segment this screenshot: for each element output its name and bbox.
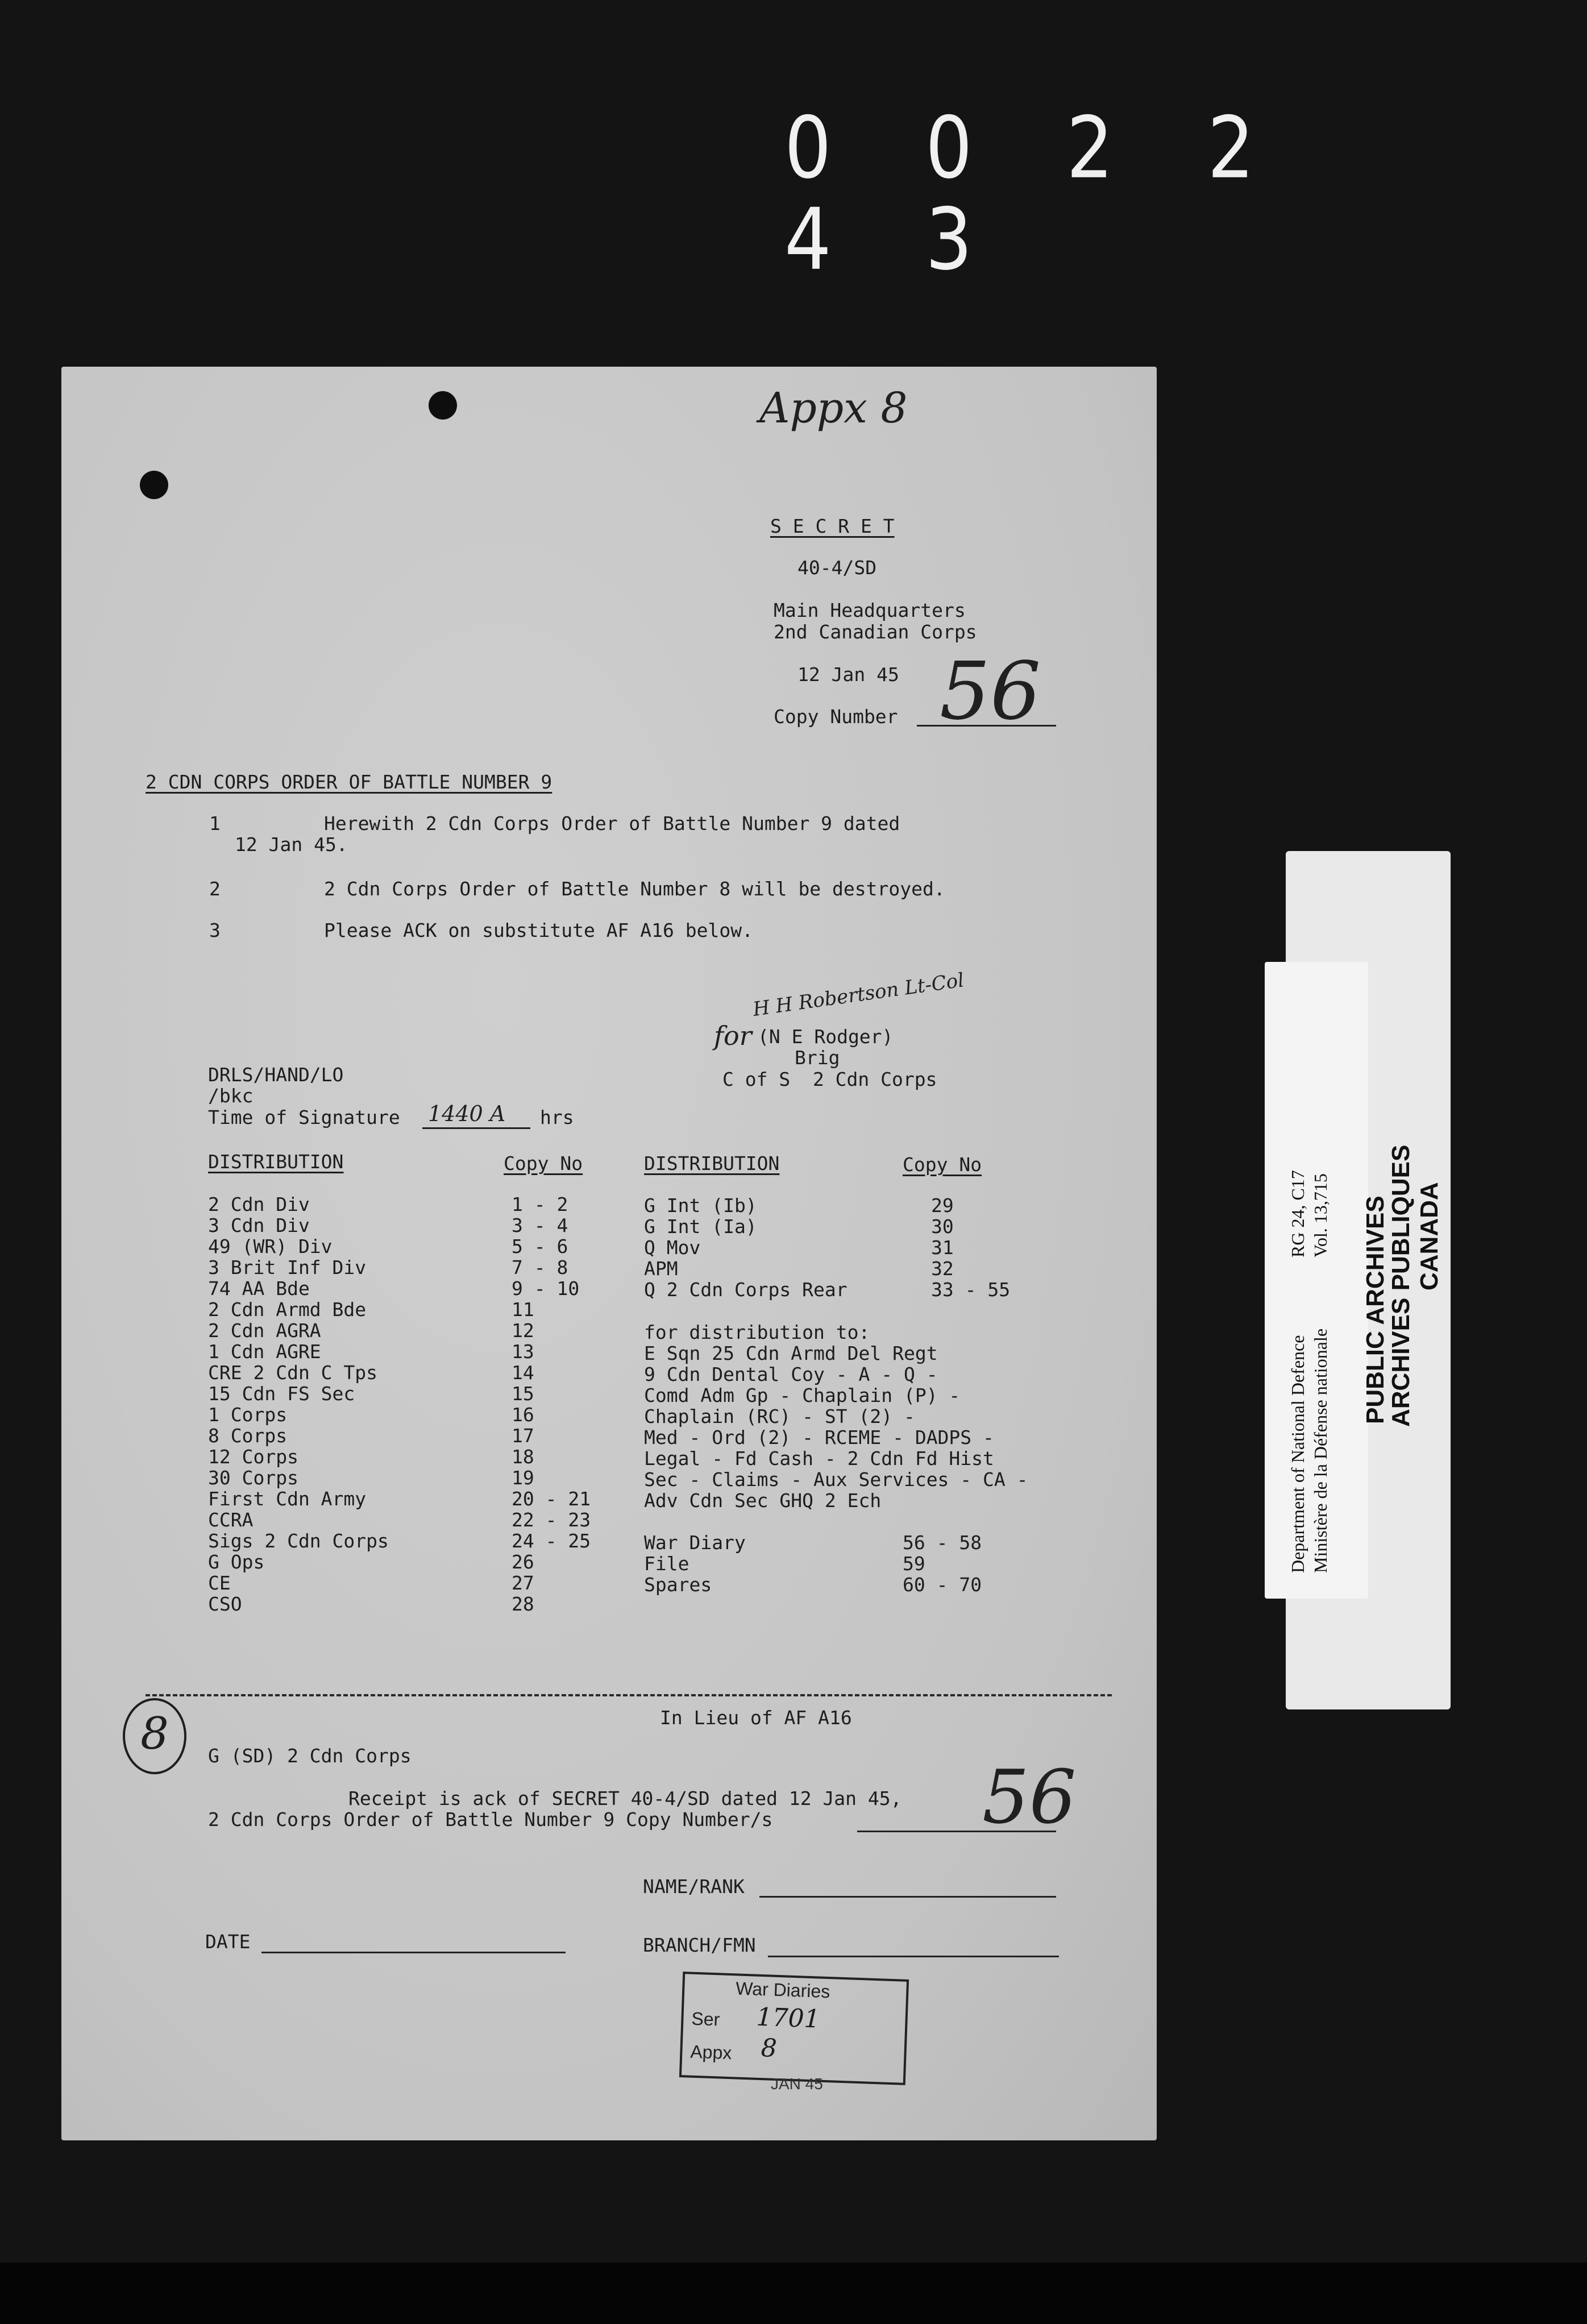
receipt-title: In Lieu of AF A16 — [660, 1707, 852, 1729]
tear-off-line — [146, 1694, 1112, 1696]
distribution-copy-no: 27 — [512, 1572, 534, 1594]
date-label: DATE — [205, 1931, 251, 1953]
date-stamp: JAN 45 — [771, 2075, 823, 2093]
distribution-copy-no: 1 - 2 — [512, 1193, 568, 1215]
distribution-unit: G Int (Ia) — [644, 1215, 757, 1238]
distribution-unit: 30 Corps — [208, 1467, 298, 1489]
receipt-line-1: Receipt is ack of SECRET 40-4/SD dated 12 Jan 45, — [348, 1787, 902, 1810]
distribution-copy-no: 33 - 55 — [931, 1279, 1011, 1301]
distribution-unit: CSO — [208, 1593, 242, 1615]
branch-line — [768, 1956, 1059, 1957]
distribution-unit: CCRA — [208, 1509, 254, 1531]
distribution-unit: APM — [644, 1258, 678, 1280]
stamp-ser-label: Ser — [691, 2008, 720, 2030]
paragraph-text: Herewith 2 Cdn Corps Order of Battle Number 9 dated — [324, 812, 900, 835]
receipt-copy-handwritten: 56 — [982, 1754, 1077, 1840]
time-of-signature-value: 1440 A — [428, 1101, 506, 1126]
distribution-copy-no: 15 — [512, 1383, 534, 1405]
distribution-unit: File — [644, 1553, 689, 1575]
distribution-copy-no: 26 — [512, 1551, 534, 1573]
signatory-rank: Brig — [795, 1047, 840, 1069]
time-of-signature-label: Time of Signature — [208, 1106, 400, 1128]
distribution-copy-no: 20 - 21 — [512, 1488, 591, 1510]
paragraph-text: 12 Jan 45. — [235, 833, 348, 856]
distribution-copy-no: 59 — [903, 1553, 925, 1575]
distribution-copy-no: 32 — [931, 1258, 954, 1280]
distribution-sub-line: Sec - Claims - Aux Services - CA - — [644, 1468, 1028, 1491]
punch-hole — [429, 391, 457, 420]
distribution-sub-line: for distribution to: — [644, 1321, 870, 1343]
distribution-copy-no: 16 — [512, 1404, 534, 1426]
paragraph-number: 1 — [209, 812, 221, 835]
distribution-copy-no: 13 — [512, 1341, 534, 1363]
branch-label: BRANCH/FMN — [643, 1934, 756, 1956]
distribution-unit: 12 Corps — [208, 1446, 298, 1468]
distribution-copy-no: 17 — [512, 1425, 534, 1447]
distribution-unit: 49 (WR) Div — [208, 1235, 333, 1258]
name-rank-label: NAME/RANK — [643, 1875, 745, 1898]
paragraph-number: 2 — [209, 878, 221, 900]
distribution-copy-no: 29 — [931, 1194, 954, 1217]
distribution-unit: 2 Cdn Armd Bde — [208, 1298, 367, 1321]
distribution-copy-no: 3 - 4 — [512, 1214, 568, 1236]
distribution-sub-line: Med - Ord (2) - RCEME - DADPS - — [644, 1426, 994, 1449]
distribution-sub-line: Chaplain (RC) - ST (2) - — [644, 1405, 915, 1427]
distribution-unit: Sigs 2 Cdn Corps — [208, 1530, 389, 1552]
distribution-unit: First Cdn Army — [208, 1488, 367, 1510]
typist-reference: /bkc — [208, 1085, 254, 1107]
document-date: 12 Jan 45 — [797, 663, 899, 686]
war-diaries-stamp — [679, 1972, 909, 2085]
file-reference: 40-4/SD — [797, 557, 877, 579]
distribution-sub-line: Comd Adm Gp - Chaplain (P) - — [644, 1384, 961, 1406]
distribution-copy-no: 18 — [512, 1446, 534, 1468]
distribution-unit: Q Mov — [644, 1236, 701, 1259]
routing-reference: DRLS/HAND/LO — [208, 1064, 344, 1086]
archive-dept-en: Department of National Defence — [1287, 1335, 1308, 1573]
stamp-appx-label: Appx — [689, 2041, 732, 2064]
distribution-copy-no: 28 — [512, 1593, 534, 1615]
archive-dept-fr: Ministère de la Défense nationale — [1310, 1328, 1331, 1573]
distribution-unit: CE — [208, 1572, 231, 1594]
distribution-copy-no: 12 — [512, 1319, 534, 1342]
distribution-unit: 15 Cdn FS Sec — [208, 1383, 355, 1405]
distribution-unit: 3 Cdn Div — [208, 1214, 310, 1236]
distribution-copy-no: 19 — [512, 1467, 534, 1489]
document-page — [61, 367, 1157, 2140]
copy-number-label: Copy Number — [774, 706, 898, 728]
distribution-unit: 2 Cdn Div — [208, 1193, 310, 1215]
archive-ref-2: Vol. 13,715 — [1310, 1173, 1331, 1258]
distribution-copy-no: 31 — [931, 1236, 954, 1259]
distribution-copy-no: 5 - 6 — [512, 1235, 568, 1258]
distribution-sub-line: 9 Cdn Dental Coy - A - Q - — [644, 1363, 938, 1385]
distribution-unit: 74 AA Bde — [208, 1277, 310, 1300]
distribution-copy-no: 9 - 10 — [512, 1277, 580, 1300]
distribution-copy-no: 14 — [512, 1362, 534, 1384]
distribution-unit: G Int (Ib) — [644, 1194, 757, 1217]
copy-number-handwritten: 56 — [940, 645, 1041, 738]
name-rank-line — [759, 1896, 1056, 1898]
distribution-unit: 1 Corps — [208, 1404, 288, 1426]
archives-canada: CANADA — [1415, 1182, 1443, 1290]
archives-publiques: ARCHIVES PUBLIQUES — [1387, 1144, 1415, 1427]
distribution-sub-line: Adv Cdn Sec GHQ 2 Ech — [644, 1489, 882, 1512]
distribution-copy-no: 60 - 70 — [903, 1574, 982, 1596]
distribution-header-left: DISTRIBUTION — [208, 1151, 344, 1173]
distribution-copy-no: 30 — [931, 1215, 954, 1238]
film-edge — [0, 2263, 1587, 2324]
hq-line-1: Main Headquarters — [774, 599, 966, 621]
copy-no-header-right: Copy No — [903, 1153, 982, 1176]
distribution-unit: War Diary — [644, 1532, 746, 1554]
distribution-unit: G Ops — [208, 1551, 265, 1573]
distribution-unit: 1 Cdn AGRE — [208, 1341, 321, 1363]
distribution-unit: Spares — [644, 1574, 712, 1596]
distribution-copy-no: 56 - 58 — [903, 1532, 982, 1554]
signature-for: for — [714, 1020, 752, 1051]
circled-number: 8 — [123, 1698, 186, 1774]
public-archives: PUBLIC ARCHIVES — [1361, 1196, 1389, 1424]
distribution-copy-no: 7 - 8 — [512, 1256, 568, 1279]
time-of-signature-line — [422, 1127, 530, 1129]
signatory-title: C of S 2 Cdn Corps — [722, 1068, 937, 1090]
distribution-copy-no: 11 — [512, 1298, 534, 1321]
copy-no-header-left: Copy No — [504, 1152, 583, 1175]
punch-hole — [140, 471, 168, 499]
stamp-title: War Diaries — [735, 1978, 830, 2002]
hq-line-2: 2nd Canadian Corps — [774, 621, 977, 643]
distribution-sub-line: E Sqn 25 Cdn Armd Del Regt — [644, 1342, 938, 1364]
archive-ref-1: RG 24, C17 — [1287, 1170, 1308, 1258]
stamp-ser-value: 1701 — [755, 2002, 821, 2034]
archive-label — [1265, 962, 1368, 1599]
distribution-sub-line: Legal - Fd Cash - 2 Cdn Fd Hist — [644, 1447, 994, 1470]
film-frame-number: 0 0 2 2 4 3 — [784, 98, 1290, 289]
distribution-unit: 8 Corps — [208, 1425, 288, 1447]
distribution-copy-no: 22 - 23 — [512, 1509, 591, 1531]
stamp-appx-value: 8 — [760, 2034, 778, 2063]
receipt-line-2: 2 Cdn Corps Order of Battle Number 9 Copy Number/s — [208, 1808, 773, 1831]
distribution-unit: 3 Brit Inf Div — [208, 1256, 367, 1279]
paragraph-text: Please ACK on substitute AF A16 below. — [324, 919, 753, 941]
paragraph-number: 3 — [209, 919, 221, 941]
signatory-name: (N E Rodger) — [758, 1026, 894, 1048]
signature-scribble: H H Robertson Lt-Col — [751, 969, 966, 1021]
distribution-unit: 2 Cdn AGRA — [208, 1319, 321, 1342]
distribution-copy-no: 24 - 25 — [512, 1530, 591, 1552]
paragraph-text: 2 Cdn Corps Order of Battle Number 8 will be destroyed. — [324, 878, 945, 900]
date-line — [261, 1952, 566, 1953]
subject-heading: 2 CDN CORPS ORDER OF BATTLE NUMBER 9 — [146, 771, 552, 793]
distribution-header-right: DISTRIBUTION — [644, 1152, 780, 1175]
receipt-addressee: G (SD) 2 Cdn Corps — [208, 1745, 412, 1767]
distribution-unit: Q 2 Cdn Corps Rear — [644, 1279, 847, 1301]
handwritten-appendix-note: Appx 8 — [759, 384, 908, 433]
distribution-unit: CRE 2 Cdn C Tps — [208, 1362, 378, 1384]
time-of-signature-unit: hrs — [540, 1106, 574, 1128]
classification: S E C R E T — [770, 515, 895, 537]
